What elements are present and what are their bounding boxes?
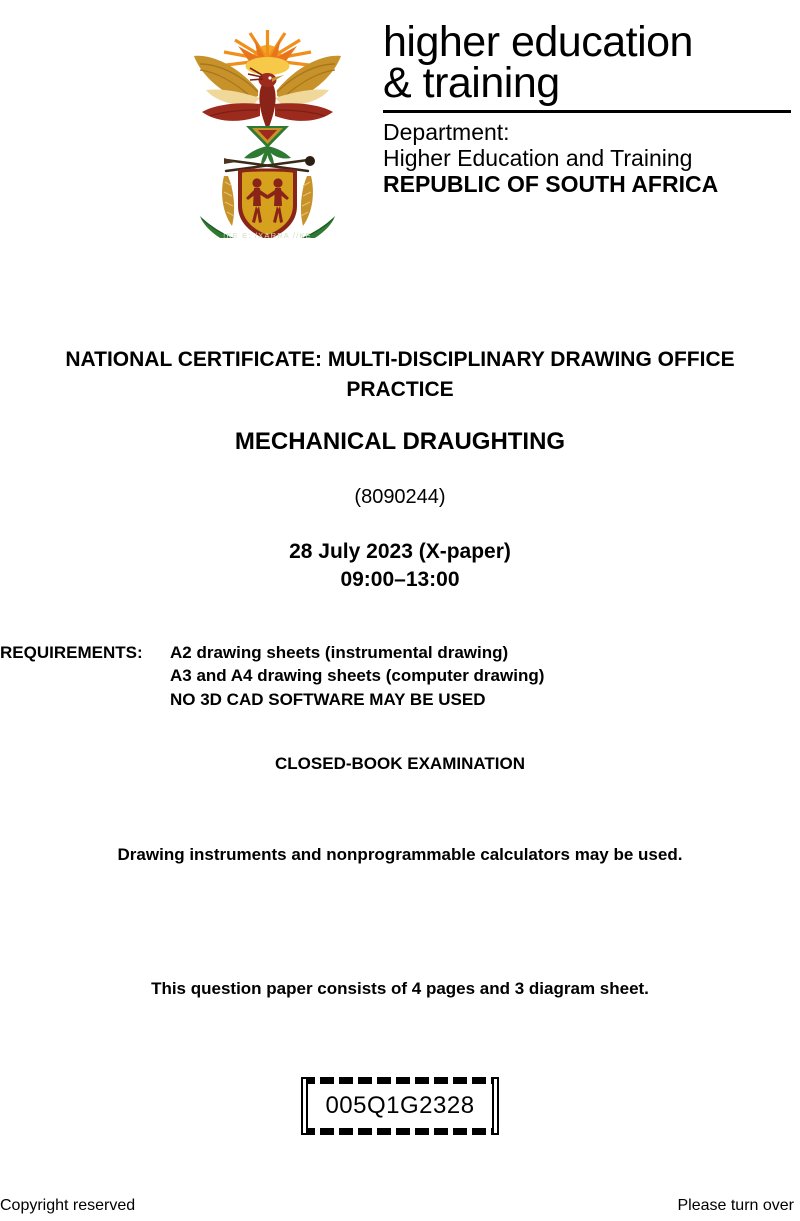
barcode-top-bars bbox=[301, 1077, 499, 1084]
emblem-motto-text: !KE E: /XARRA //KE bbox=[223, 231, 312, 238]
subject-name: MECHANICAL DRAUGHTING bbox=[234, 428, 566, 455]
document-header bbox=[0, 12, 800, 238]
requirements-item: A3 and A4 drawing sheets (computer drawing) bbox=[170, 666, 545, 686]
country-name: REPUBLIC OF SOUTH AFRICA bbox=[383, 171, 719, 198]
page-title: NATIONAL CERTIFICATE: MULTI-DISCIPLINARY DRAWING OFFICE PRACTICE bbox=[65, 348, 735, 402]
requirements-block bbox=[0, 641, 800, 711]
requirements-label-spacer bbox=[0, 688, 170, 711]
requirements-row bbox=[0, 641, 800, 664]
barcode-area bbox=[0, 1077, 800, 1135]
paper-title-block bbox=[0, 345, 800, 406]
closed-book-notice: CLOSED-BOOK EXAMINATION bbox=[275, 754, 525, 773]
logo-divider-rule bbox=[383, 110, 791, 113]
requirements-row bbox=[0, 664, 800, 687]
turn-over-notice: Please turn over bbox=[677, 1197, 794, 1214]
logo-line-and-training: & training bbox=[383, 59, 560, 108]
department-logo-text bbox=[383, 18, 793, 199]
department-label: Department: bbox=[383, 118, 510, 145]
requirements-label-spacer bbox=[0, 664, 170, 687]
barcode bbox=[301, 1077, 499, 1135]
barcode-value: 005Q1G2328 bbox=[320, 1092, 479, 1120]
logo-line-higher-education: higher education bbox=[383, 18, 693, 66]
barcode-bottom-bars bbox=[301, 1128, 499, 1135]
requirements-row bbox=[0, 688, 800, 711]
requirements-label: REQUIREMENTS: bbox=[0, 643, 143, 662]
page-count-notice: This question paper consists of 4 pages and 3 diagram sheet. bbox=[151, 979, 649, 998]
exam-date: 28 July 2023 (X-paper) bbox=[289, 540, 511, 563]
requirements-item: NO 3D CAD SOFTWARE MAY BE USED bbox=[170, 689, 486, 709]
barcode-right-bars bbox=[492, 1079, 499, 1133]
subject-code: (8090244) bbox=[354, 486, 446, 508]
copyright-notice: Copyright reserved bbox=[0, 1197, 136, 1214]
barcode-left-bars bbox=[301, 1079, 308, 1133]
department-name: Higher Education and Training bbox=[383, 144, 693, 171]
south-african-coat-of-arms-icon bbox=[180, 20, 355, 238]
exam-datetime bbox=[0, 538, 800, 593]
exam-time: 09:00–13:00 bbox=[340, 567, 460, 591]
instruments-notice: Drawing instruments and nonprogrammable calculators may be used. bbox=[117, 845, 683, 864]
requirements-item: A2 drawing sheets (instrumental drawing) bbox=[170, 643, 509, 662]
